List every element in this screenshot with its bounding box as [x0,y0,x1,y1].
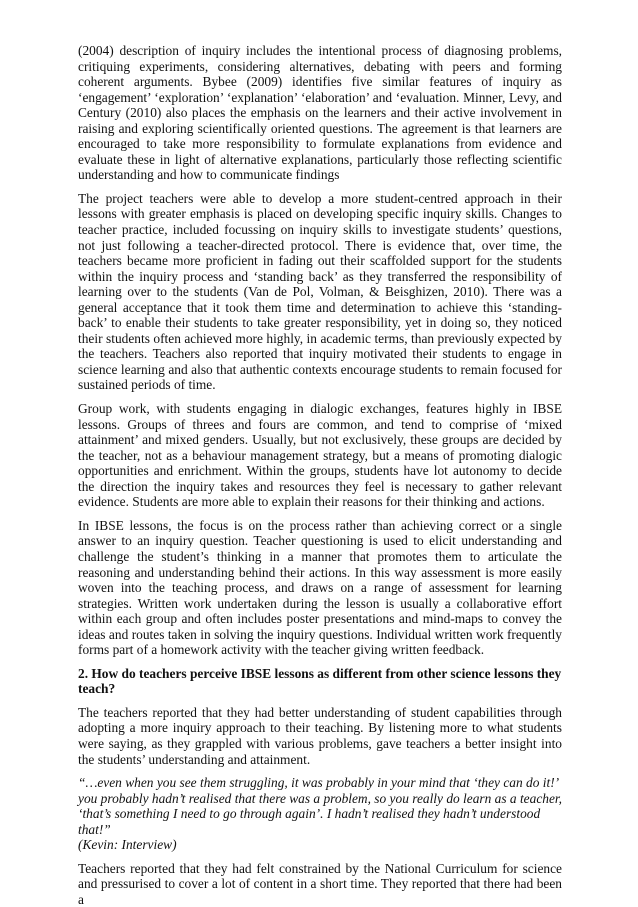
quote-attribution: (Kevin: Interview) [78,837,177,853]
paragraph-assessment: In IBSE lessons, the focus is on the process rather than achieving correct or a single answer to an inquiry question. Teacher questioning is used to elicit understanding and challenge the student’s thinking in a manner that promotes them to articulate the reasoning and understanding behind their actions. In this way assessment is more easily woven into the teaching process, and draws on a range of assessment for learning strategies. Written work undertaken during the lesson is usually a collaborative effort within each group and often includes poster presentations and mind-maps to convey the ideas and routes taken in solving the inquiry questions. Individual written work frequently forms part of a homework activity with the teacher giving written feedback. [78,517,562,658]
section-heading: 2. How do teachers perceive IBSE lessons as different from other science lessons they teach? [78,665,562,697]
paragraph-inquiry-definitions: (2004) description of inquiry includes the intentional process of diagnosing problems, critiquing experiments, considering alternatives, debating with peers and forming coherent arguments. Bybee (2009) identifies five similar features of inquiry as ‘engagement’ ‘exploration’ ‘explanation’ ‘elaboration’ and ‘evaluation. Minner, Levy, and Century (2010) also places the emphasis on the learners and their active involvement in raising and exploring scientifically oriented questions. The agreement is that learners are encouraged to take more responsibility to formulate explanations from evidence and evaluate these in light of alternative explanations, particularly those reflecting scientific understanding and how to communicate findings [78,43,562,183]
paragraph-student-centred-approach: The project teachers were able to develop a more student-centred approach in their lessons with greater emphasis is placed on developing specific inquiry skills. Changes to teacher practice, included focussing on inquiry skills to investigate students’ questions, not just following a teacher-directed protocol. There is evidence that, over time, the teachers became more proficient in fading out their scaffolded support for the students within the inquiry process and ‘standing back’ as they transferred the responsibility of learning over to the students (Van de Pol, Volman, & Beisghizen, 2010). There was a general acceptance that it took them time and determination to achieve this ‘standing-back’ to enable their students to take greater responsibility, yet in doing so, they noticed their students often achieved more highly, in academic terms, than previously expected by the teachers. Teachers also reported that inquiry motivated their students to engage in science learning and also that authentic contexts encourage students to remain focused for sustained periods of time. [78,190,562,393]
paragraph-teacher-understanding: The teachers reported that they had better understanding of student capabilities through adopting a more inquiry approach to their teaching. By listening more to what students were saying, as they grappled with various problems, gave teachers a better insight into the students’ understanding and attainment. [78,704,562,767]
paragraph-national-curriculum: Teachers reported that they had felt constrained by the National Curriculum for science and pressurised to cover a lot of content in a short time. They reported that there had been a [78,860,562,907]
paragraph-group-work: Group work, with students engaging in dialogic exchanges, features highly in IBSE lessons. Groups of threes and fours are common, and tend to comprise of ‘mixed attainment’ and mixed genders. Usually, but not exclusively, these groups are decided by the teacher, not as a behaviour management strategy, but a means of promoting dialogic opportunities and enrichment. Within the groups, students have lot autonomy to decide the direction the inquiry takes and resources they feel is necessary to gather relevant evidence. Students are more able to explain their reasons for their thinking and actions. [78,401,562,510]
quote-text: “…even when you see them struggling, it was probably in your mind that ‘they can do it!’ you probably hadn’t realised that there was a problem, so you really do learn as a teacher, ‘that’s something I need to go through again’. I hadn’t realised they hadn’t understood that!” [78,775,562,837]
interview-quote [78,775,562,853]
